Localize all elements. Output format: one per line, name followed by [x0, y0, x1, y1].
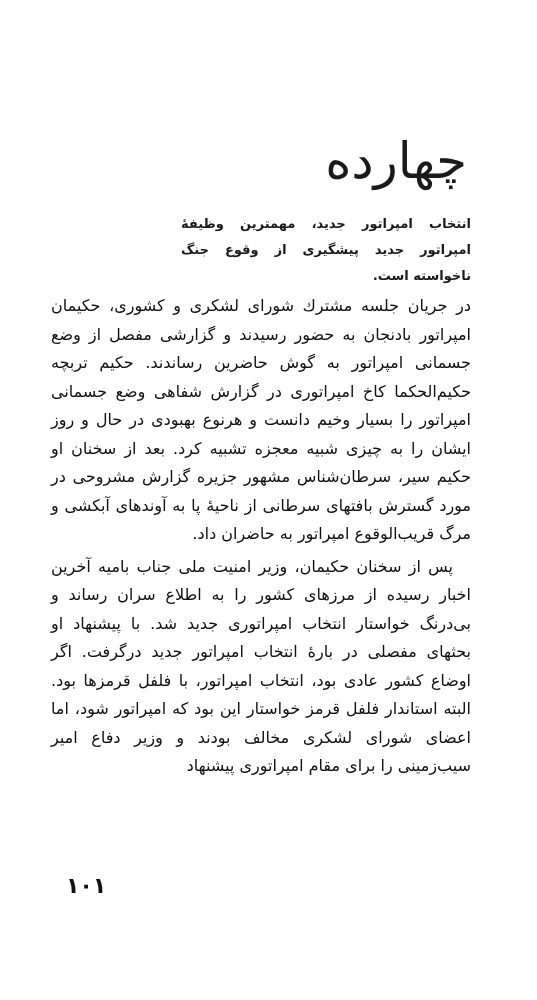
chapter-title: چهارده — [325, 131, 467, 190]
page-number: ۱۰۱ — [66, 874, 107, 899]
body-paragraph-2: پس از سخنان حکیمان، وزیر امنیت ملی جناب بامیه آخرین اخبار رسیده از مرزهای کشور را به اطلاع سران رساند و بی‌درنگ خواستار انتخاب امپراتوری جدید شد. با پیشنهاد او بحثهای مفصلی در بارهٔ انتخاب امپراتور جدید درگرفت. اگر اوضاع کشور عادی بود، انتخاب امپراتور، با فلفل قرمزها بود. البته استاندار فلفل قرمز خواستار این بود که امپراتور شود، اما اعضای شورای لشکری مخالف بودند و وزیر دفاع امیر سیب‌زمینی را برای مقام امپراتوری پیشنهاد — [51, 556, 471, 775]
body-text — [51, 292, 471, 781]
body-paragraph-1: در جریان جلسه مشترك شورای لشکری و کشوری، حکیمان امپراتور بادنجان به حضور رسیدند و گزارشی مفصل از وضع جسمانی امپراتور به گوش حاضرین رساندند. حکیم تربچه حکیم‌الحکما کاخ امپراتوری در گزارش شفاهی وضع جسمانی امپراتور را بسیار وخیم دانست و هرنوع بهبودی در حال و روز ایشان را به چیزی شبیه معجزه تشبیه کرد. بعد از سخنان او حکیم سیر، سرطان‌شناس مشهور جزیره گزارش مشروحی در مورد گسترش بافتهای سرطانی از ناحیهٔ پا به آوندهای آبکشی و مرگ قریب‌الوقوع امپراتور به حاضران داد. — [51, 296, 471, 543]
chapter-summary — [181, 212, 471, 290]
chapter-summary-text: انتخاب امپراتور جدید، مهمترین وظیفهٔ امپراتور جدید پیشگیری از وقوع جنگ ناخواسته است. — [181, 217, 471, 284]
